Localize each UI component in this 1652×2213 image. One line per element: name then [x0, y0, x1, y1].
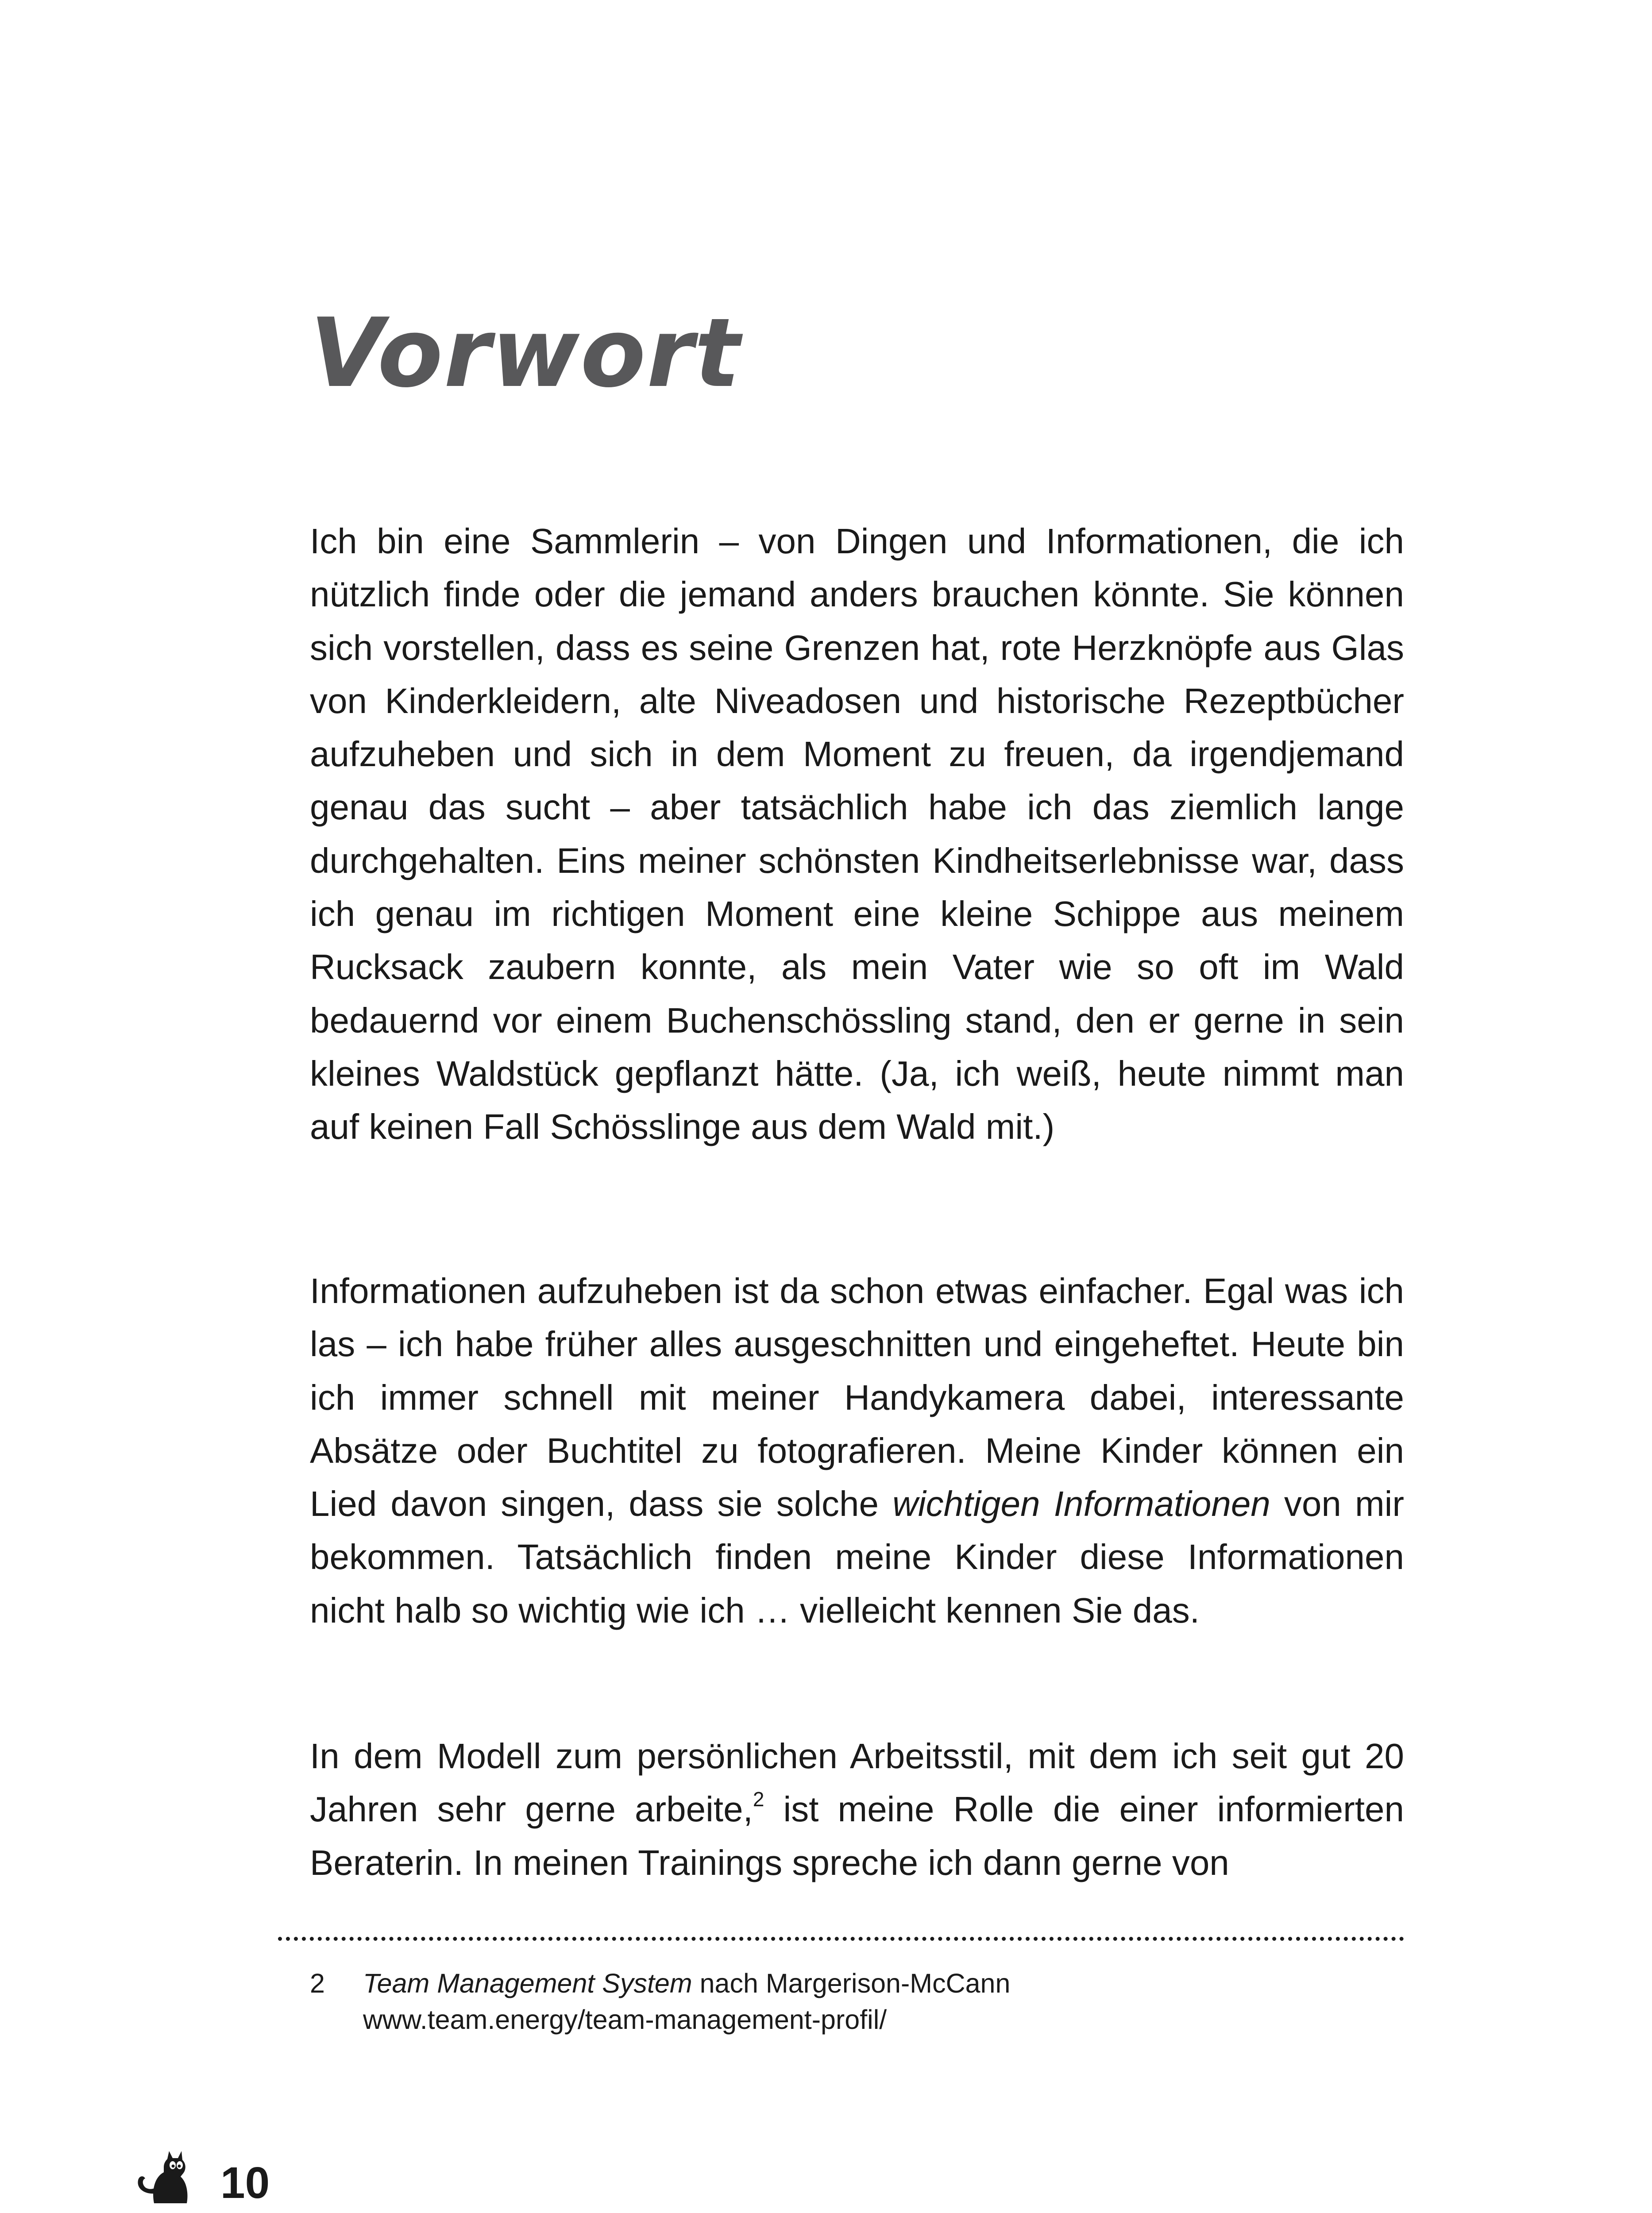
- page-number: 10: [220, 2158, 270, 2208]
- footnote-divider: [278, 1937, 1404, 1941]
- paragraph-2-emphasis: wichtigen Informationen: [892, 1484, 1270, 1524]
- paragraph-3-text-end: ist meine Rolle die einer informierten Beraterin. In meinen Trainings spreche ich dann gerne von: [310, 1789, 1404, 1882]
- paragraph-3-text-start: In dem Modell zum persönlichen Arbeitsstil, mit dem ich seit gut 20 Jahren sehr gerne arbeite,: [310, 1736, 1404, 1829]
- paragraph-2: [310, 1265, 1404, 1637]
- paragraph-2-text-end: von mir bekommen. Tatsächlich finden meine Kinder diese Informationen nicht halb so wichtig wie ich … vielleicht kennen Sie das.: [310, 1484, 1405, 1630]
- cat-silhouette-icon: [132, 2141, 198, 2208]
- paragraph-1-text: Ich bin eine Sammlerin – von Dingen und Informationen, die ich nützlich finde oder die jemand anders brauchen könnte. Sie können sich vorstellen, dass es seine Grenzen hat, rote Herzknöpfe aus Glas von Kinderkleidern, alte Niveadosen und historische Rezeptbücher aufzuheben und sich in dem Moment zu freuen, da irgendjemand genau das sucht – aber tatsächlich habe ich das ziemlich lange durchgehalten. Eins meiner schönsten Kindheitserlebnisse war, dass ich genau im richtigen Moment eine kleine Schippe aus meinem Rucksack zaubern konnte, als mein Vater wie so oft im Wald bedauernd vor einem Buchenschössling stand, den er gerne in sein kleines Waldstück gepflanzt hätte. (Ja, ich weiß, heute nimmt man auf keinen Fall Schösslinge aus dem Wald mit.): [310, 521, 1404, 1147]
- footnote-title-line: [363, 1965, 1404, 2001]
- footnote-reference[interactable]: 2: [753, 1788, 764, 1811]
- page-title: Vorwort: [310, 297, 741, 409]
- paragraph-1: [310, 515, 1404, 1154]
- footnote-title-rest: nach Margerison-McCann: [692, 1968, 1011, 1998]
- footnote-number: 2: [310, 1968, 325, 1998]
- paragraph-2-text-start: Informationen aufzuheben ist da schon etwas einfacher. Egal was ich las – ich habe früher alles ausgeschnitten und eingeheftet. Heute bin ich immer schnell mit meiner Handykamera dabei, interessante Absätze oder Buchtitel zu fotografieren. Meine Kinder können ein Lied davon singen, dass sie solche: [310, 1271, 1404, 1524]
- footnote-title-emphasis: Team Management System: [363, 1968, 692, 1998]
- footnote-url[interactable]: www.team.energy/team-management-profil/: [363, 2005, 887, 2035]
- paragraph-3: [310, 1730, 1404, 1889]
- footnote: [310, 1965, 1404, 2038]
